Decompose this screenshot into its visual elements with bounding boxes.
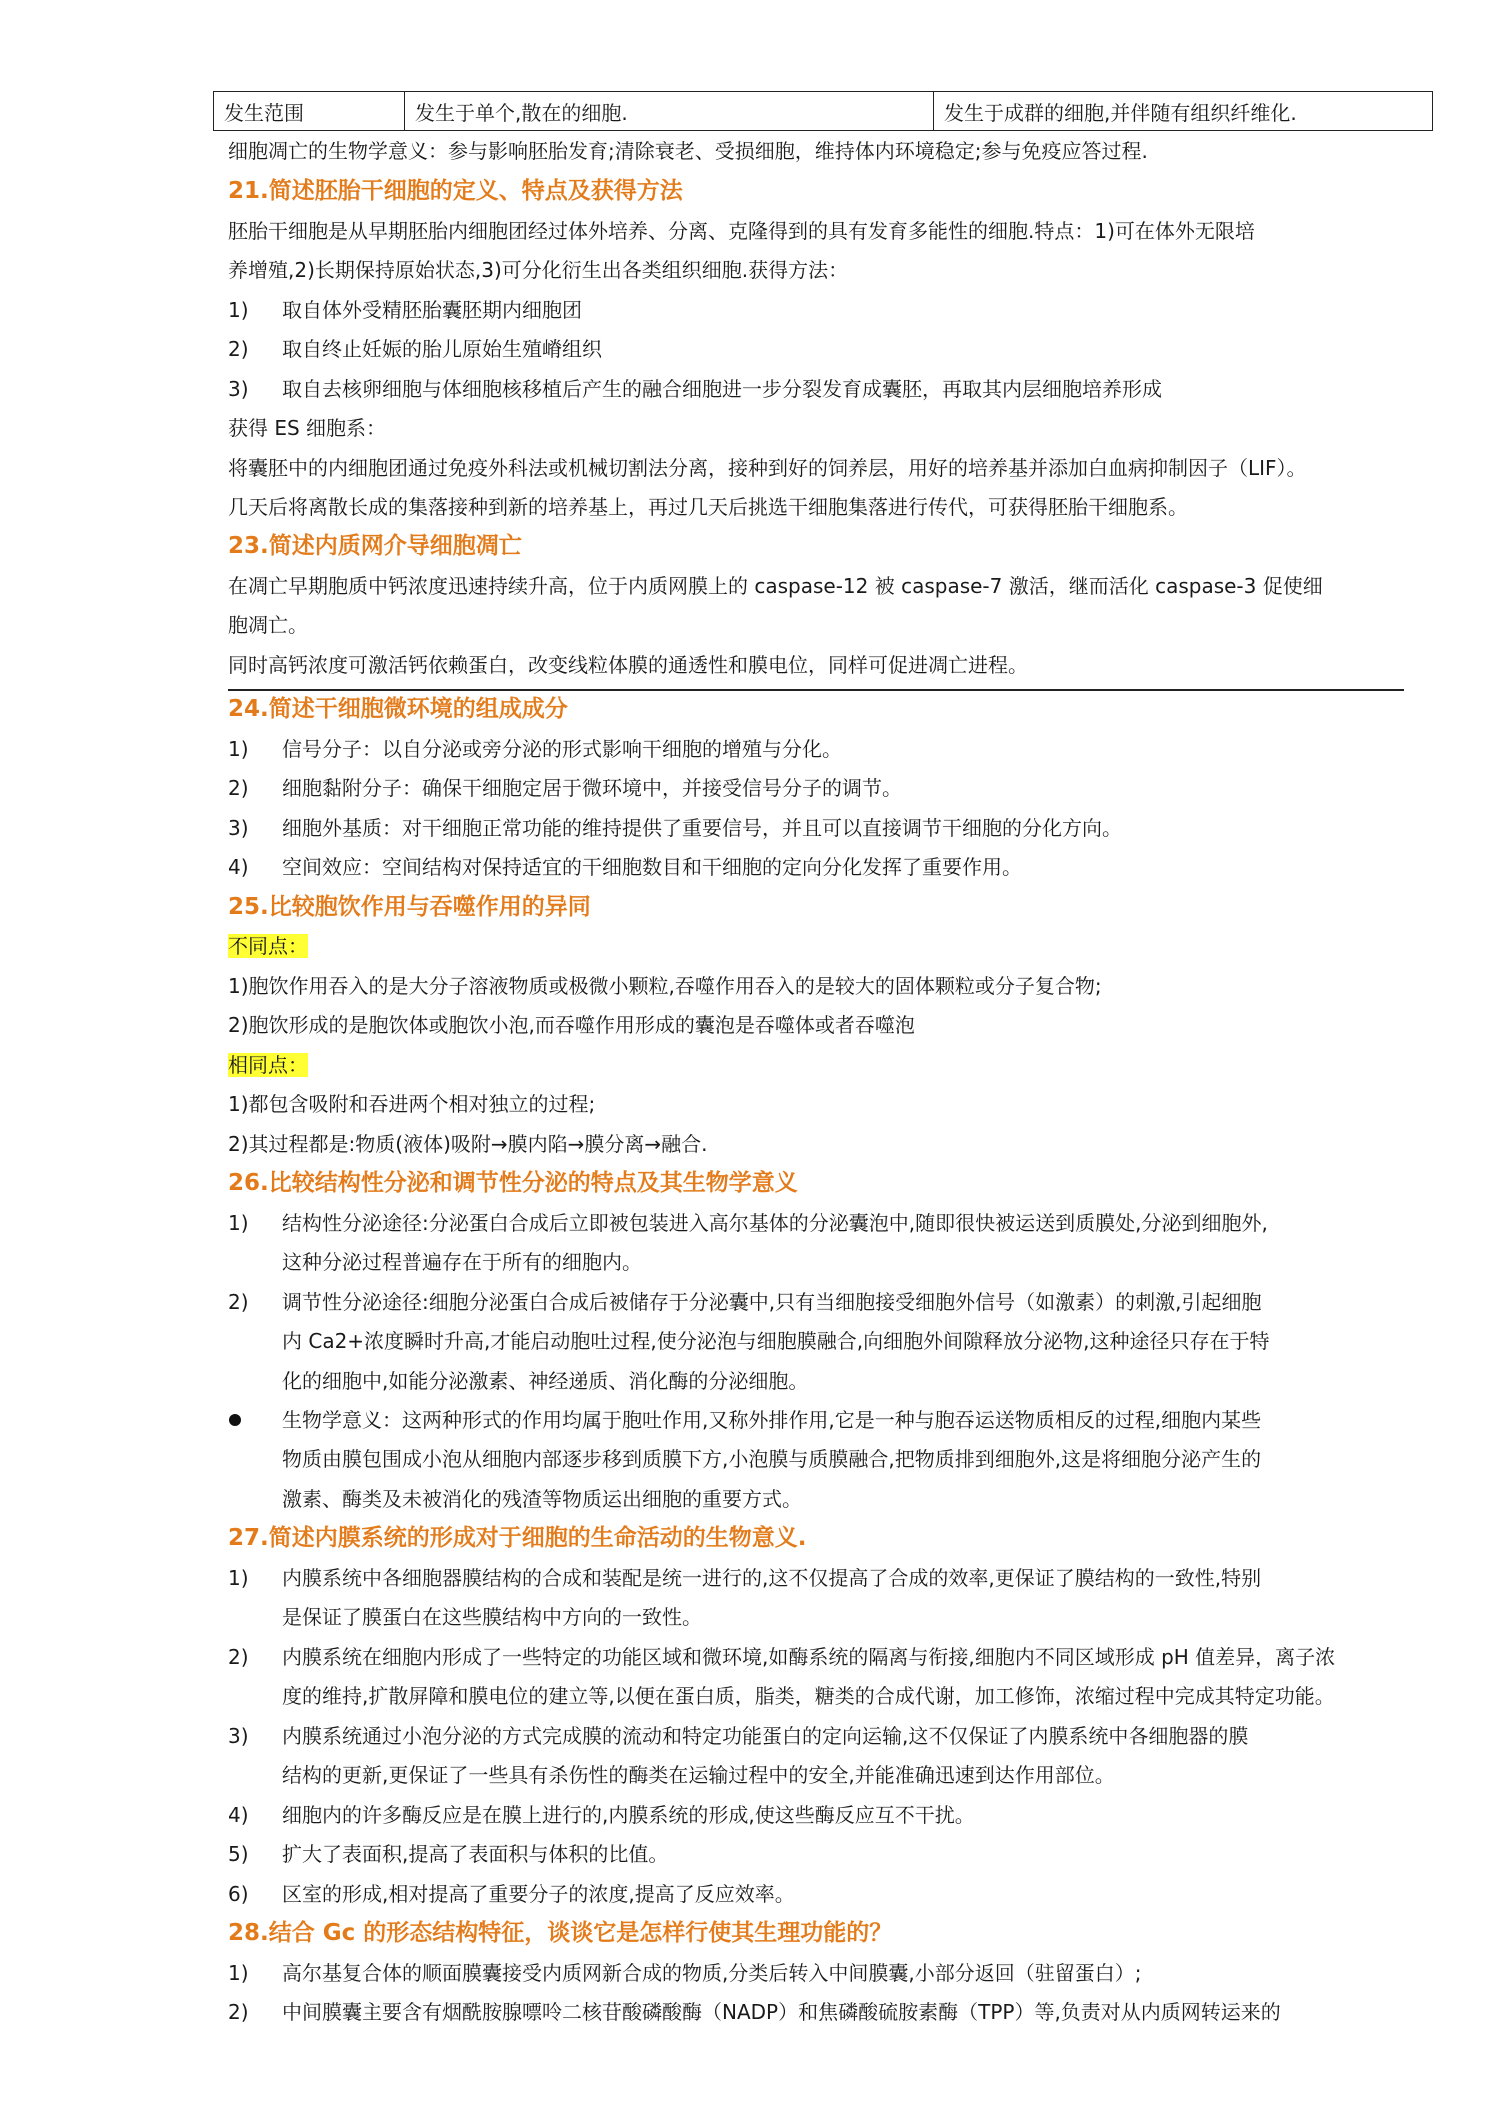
q27-item-3-line-1: 内膜系统通过小泡分泌的方式完成膜的流动和特定功能蛋白的定向运输,这不仅保证了内膜系统中各细胞器的膜 — [282, 1724, 1249, 1748]
q28-heading: 28.结合 Gc 的形态结构特征，谈谈它是怎样行使其生理功能的？ — [228, 1920, 893, 1946]
q27-item-2-number: 2) — [228, 1645, 249, 1669]
q27-item-3-line-2: 结构的更新,更保证了一些具有杀伤性的酶类在运输过程中的安全,并能准确迅速到达作用部位。 — [282, 1763, 1115, 1787]
q24-item-3-number: 3) — [228, 816, 249, 840]
q21-item-3: 取自去核卵细胞与体细胞核移植后产生的融合细胞进一步分裂发育成囊胚，再取其内层细胞培养形成 — [282, 377, 1162, 401]
q24-heading: 24.简述干细胞微环境的组成成分 — [228, 696, 568, 722]
q25-same-label: 相同点： — [228, 1053, 308, 1077]
q28-item-2: 中间膜囊主要含有烟酰胺腺嘌呤二核苷酸磷酸酶（NADP）和焦磷酸硫胺素酶（TPP）等,负责对从内质网转运来的 — [282, 2000, 1281, 2024]
q23-heading: 23.简述内质网介导细胞凋亡 — [228, 533, 522, 559]
q24-item-4-number: 4) — [228, 855, 249, 879]
table-cell-category: 发生范围 — [214, 92, 405, 131]
q24-item-2: 细胞黏附分子：确保干细胞定居于微环境中，并接受信号分子的调节。 — [282, 776, 902, 800]
q27-item-1-line-1: 内膜系统中各细胞器膜结构的合成和装配是统一进行的,这不仅提高了合成的效率,更保证了膜结构的一致性,特别 — [282, 1566, 1262, 1590]
q26-item-1-number: 1) — [228, 1211, 249, 1235]
q27-item-5: 扩大了表面积,提高了表面积与体积的比值。 — [282, 1842, 669, 1866]
q23-para-3: 同时高钙浓度可激活钙依赖蛋白，改变线粒体膜的通透性和膜电位，同样可促进凋亡进程。 — [228, 653, 1028, 677]
q27-item-2-line-2: 度的维持,扩散屏障和膜电位的建立等,以便在蛋白质，脂类，糖类的合成代谢，加工修饰，浓缩过程中完成其特定功能。 — [282, 1684, 1335, 1708]
q26-item-1-line-1: 结构性分泌途径:分泌蛋白合成后立即被包装进入高尔基体的分泌囊泡中,随即很快被运送到质膜处,分泌到细胞外, — [282, 1211, 1268, 1235]
q27-item-4-number: 4) — [228, 1803, 249, 1827]
q21-heading: 21.简述胚胎干细胞的定义、特点及获得方法 — [228, 178, 683, 204]
q25-heading: 25.比较胞饮作用与吞噬作用的异同 — [228, 894, 591, 920]
q21-item-1: 取自体外受精胚胎囊胚期内细胞团 — [282, 298, 582, 322]
q23-para-1: 在凋亡早期胞质中钙浓度迅速持续升高，位于内质网膜上的 caspase-12 被 caspase-7 激活，继而活化 caspase-3 促使细 — [228, 574, 1323, 598]
q27-item-6: 区室的形成,相对提高了重要分子的浓度,提高了反应效率。 — [282, 1882, 795, 1906]
q25-diff-line — [228, 933, 308, 959]
q27-item-1-line-2: 是保证了膜蛋白在这些膜结构中方向的一致性。 — [282, 1605, 702, 1629]
q26-heading: 26.比较结构性分泌和调节性分泌的特点及其生物学意义 — [228, 1170, 798, 1196]
q24-item-2-number: 2) — [228, 776, 249, 800]
table-cell-necrosis: 发生于成群的细胞,并伴随有组织纤维化. — [934, 92, 1433, 131]
q24-item-3: 细胞外基质：对干细胞正常功能的维持提供了重要信号，并且可以直接调节干细胞的分化方向。 — [282, 816, 1122, 840]
section-divider — [228, 689, 1404, 691]
q21-item-3-number: 3) — [228, 377, 249, 401]
q21-item-2-number: 2) — [228, 337, 249, 361]
q25-diff-1: 1)胞饮作用吞入的是大分子溶液物质或极微小颗粒,吞噬作用吞入的是较大的固体颗粒或分子复合物; — [228, 974, 1102, 998]
q25-diff-2: 2)胞饮形成的是胞饮体或胞饮小泡,而吞噬作用形成的囊泡是吞噬体或者吞噬泡 — [228, 1013, 915, 1037]
q25-same-line — [228, 1052, 308, 1078]
q27-item-5-number: 5) — [228, 1842, 249, 1866]
q27-heading: 27.简述内膜系统的形成对于细胞的生命活动的生物意义. — [228, 1525, 807, 1551]
q24-item-4: 空间效应：空间结构对保持适宜的干细胞数目和干细胞的定向分化发挥了重要作用。 — [282, 855, 1022, 879]
q21-item-1-number: 1) — [228, 298, 249, 322]
q27-item-2-line-1: 内膜系统在细胞内形成了一些特定的功能区域和微环境,如酶系统的隔离与衔接,细胞内不同区域形成 pH 值差异，离子浓 — [282, 1645, 1336, 1669]
apoptosis-significance: 细胞凋亡的生物学意义：参与影响胚胎发育;清除衰老、受损细胞，维持体内环境稳定;参与免疫应答过程. — [228, 139, 1148, 163]
q21-para-2: 养增殖,2)长期保持原始状态,3)可分化衍生出各类组织细胞.获得方法： — [228, 258, 849, 282]
q28-item-2-number: 2) — [228, 2000, 249, 2024]
q25-same-1: 1)都包含吸附和吞进两个相对独立的过程; — [228, 1092, 596, 1116]
q25-same-2: 2)其过程都是:物质(液体)吸附→膜内陷→膜分离→融合. — [228, 1132, 708, 1156]
q21-para-3: 获得 ES 细胞系： — [228, 416, 387, 440]
q21-item-2: 取自终止妊娠的胎儿原始生殖嵴组织 — [282, 337, 602, 361]
q28-item-1-number: 1) — [228, 1961, 249, 1985]
q26-item-2-line-1: 调节性分泌途径:细胞分泌蛋白合成后被储存于分泌囊中,只有当细胞接受细胞外信号（如激素）的刺激,引起细胞 — [282, 1290, 1262, 1314]
q26-bullet-line-1: 生物学意义：这两种形式的作用均属于胞吐作用,又称外排作用,它是一种与胞吞运送物质相反的过程,细胞内某些 — [282, 1408, 1262, 1432]
q25-diff-label: 不同点： — [228, 934, 308, 958]
q26-item-2-line-2: 内 Ca2+浓度瞬时升高,才能启动胞吐过程,使分泌泡与细胞膜融合,向细胞外间隙释放分泌物,这种途径只存在于特 — [282, 1329, 1270, 1353]
q26-item-2-line-3: 化的细胞中,如能分泌激素、神经递质、消化酶的分泌细胞。 — [282, 1369, 809, 1393]
q21-para-5: 几天后将离散长成的集落接种到新的培养基上，再过几天后挑选干细胞集落进行传代，可获得胚胎干细胞系。 — [228, 495, 1188, 519]
q23-para-2: 胞凋亡。 — [228, 613, 308, 637]
q26-item-2-number: 2) — [228, 1290, 249, 1314]
q28-item-1: 高尔基复合体的顺面膜囊接受内质网新合成的物质,分类后转入中间膜囊,小部分返回（驻留蛋白）; — [282, 1961, 1142, 1985]
bullet-icon — [229, 1414, 241, 1426]
q21-para-4: 将囊胚中的内细胞团通过免疫外科法或机械切割法分离，接种到好的饲养层，用好的培养基并添加白血病抑制因子（LIF）。 — [228, 456, 1307, 480]
q27-item-3-number: 3) — [228, 1724, 249, 1748]
q27-item-4: 细胞内的许多酶反应是在膜上进行的,内膜系统的形成,使这些酶反应互不干扰。 — [282, 1803, 975, 1827]
q26-item-1-line-2: 这种分泌过程普遍存在于所有的细胞内。 — [282, 1250, 642, 1274]
table-cell-apoptosis: 发生于单个,散在的细胞. — [405, 92, 934, 131]
table-row — [214, 92, 1433, 131]
q24-item-1-number: 1) — [228, 737, 249, 761]
q27-item-1-number: 1) — [228, 1566, 249, 1590]
q24-item-1: 信号分子：以自分泌或旁分泌的形式影响干细胞的增殖与分化。 — [282, 737, 842, 761]
comparison-table — [213, 91, 1433, 131]
q26-bullet-line-3: 激素、酶类及未被消化的残渣等物质运出细胞的重要方式。 — [282, 1487, 802, 1511]
q26-bullet-line-2: 物质由膜包围成小泡从细胞内部逐步移到质膜下方,小泡膜与质膜融合,把物质排到细胞外,这是将细胞分泌产生的 — [282, 1447, 1262, 1471]
q27-item-6-number: 6) — [228, 1882, 249, 1906]
q21-para-1: 胚胎干细胞是从早期胚胎内细胞团经过体外培养、分离、克隆得到的具有发育多能性的细胞.特点：1)可在体外无限培 — [228, 219, 1255, 243]
